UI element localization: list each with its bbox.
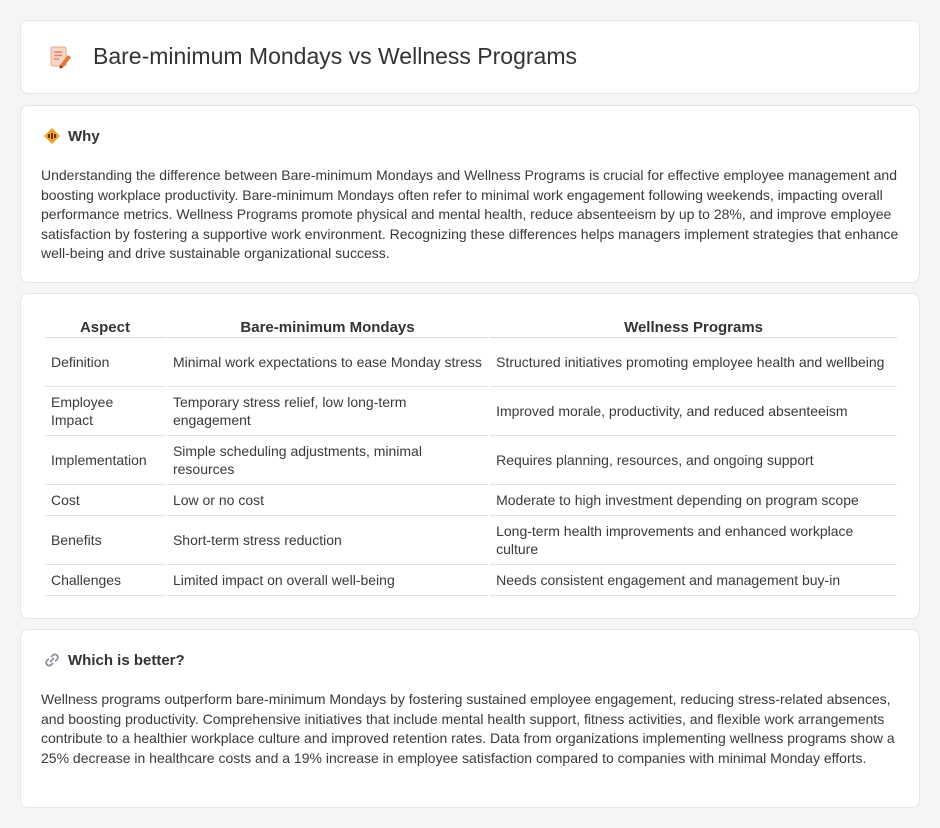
comparison-card — [20, 293, 920, 619]
comparison-table — [43, 317, 899, 596]
which-is-better-card — [20, 629, 920, 808]
page-title: Bare-minimum Mondays vs Wellness Programs — [93, 43, 577, 69]
better-paragraph: Wellness programs outperform bare-minimum Mondays by fostering sustained employee engagement, reducing stress-related absences, and boosting productivity. Comprehensive initiatives that include mental health support, fitness activities, and flexible work arrangements contribute to a healthier workplace culture and improved retention rates. Data from organizations implementing wellness programs show a 25% decrease in healthcare costs and a 19% increase in employee satisfaction compared to companies with minimal Monday efforts. — [41, 691, 895, 766]
wellness-cell: Moderate to high investment depending on program scope — [490, 485, 897, 516]
table-row — [45, 485, 897, 516]
better-heading: Which is better? — [68, 651, 185, 669]
table-row — [45, 565, 897, 596]
bare-minimum-cell: Short-term stress reduction — [167, 516, 488, 565]
header-aspect: Aspect — [45, 317, 165, 338]
wellness-cell: Long-term health improvements and enhanced workplace culture — [490, 516, 897, 565]
aspect-cell: Implementation — [45, 436, 165, 485]
wellness-cell: Needs consistent engagement and management buy-in — [490, 565, 897, 596]
table-row — [45, 436, 897, 485]
better-heading-row — [43, 651, 185, 669]
link-icon — [43, 651, 61, 669]
bare-minimum-cell: Simple scheduling adjustments, minimal resources — [167, 436, 488, 485]
header-wellness-programs: Wellness Programs — [490, 317, 897, 338]
bare-minimum-cell: Temporary stress relief, low long-term engagement — [167, 387, 488, 436]
bare-minimum-cell: Minimal work expectations to ease Monday stress — [167, 338, 488, 387]
aspect-cell: Cost — [45, 485, 165, 516]
aspect-cell: Employee Impact — [45, 387, 165, 436]
table-row — [45, 516, 897, 565]
document-edit-icon — [47, 44, 73, 70]
table-header-row — [45, 317, 897, 338]
title-card — [20, 20, 920, 94]
wellness-cell: Requires planning, resources, and ongoing support — [490, 436, 897, 485]
table-row — [45, 387, 897, 436]
bare-minimum-cell: Low or no cost — [167, 485, 488, 516]
header-bare-minimum-mondays: Bare-minimum Mondays — [167, 317, 488, 338]
aspect-cell: Benefits — [45, 516, 165, 565]
why-paragraph: Understanding the difference between Bare-minimum Mondays and Wellness Programs is crucial for effective employee management and boosting workplace productivity. Bare-minimum Mondays often refer to minimal work engagement following weekends, impacting overall performance metrics. Wellness Programs promote physical and mental health, reduce absenteeism by up to 28%, and improve employee satisfaction by fostering a supportive work environment. Recognizing these differences helps managers implement strategies that enhance well-being and drive sustainable organizational success. — [41, 167, 899, 261]
aspect-cell: Challenges — [45, 565, 165, 596]
why-card — [20, 105, 920, 283]
wellness-cell: Structured initiatives promoting employee health and wellbeing — [490, 338, 897, 387]
bare-minimum-cell: Limited impact on overall well-being — [167, 565, 488, 596]
aspect-cell: Definition — [45, 338, 165, 387]
wellness-cell: Improved morale, productivity, and reduced absenteeism — [490, 387, 897, 436]
why-heading-row — [43, 127, 100, 145]
table-row — [45, 338, 897, 387]
why-heading: Why — [68, 127, 100, 145]
diamond-signal-icon — [43, 127, 61, 145]
title-row — [47, 43, 577, 70]
